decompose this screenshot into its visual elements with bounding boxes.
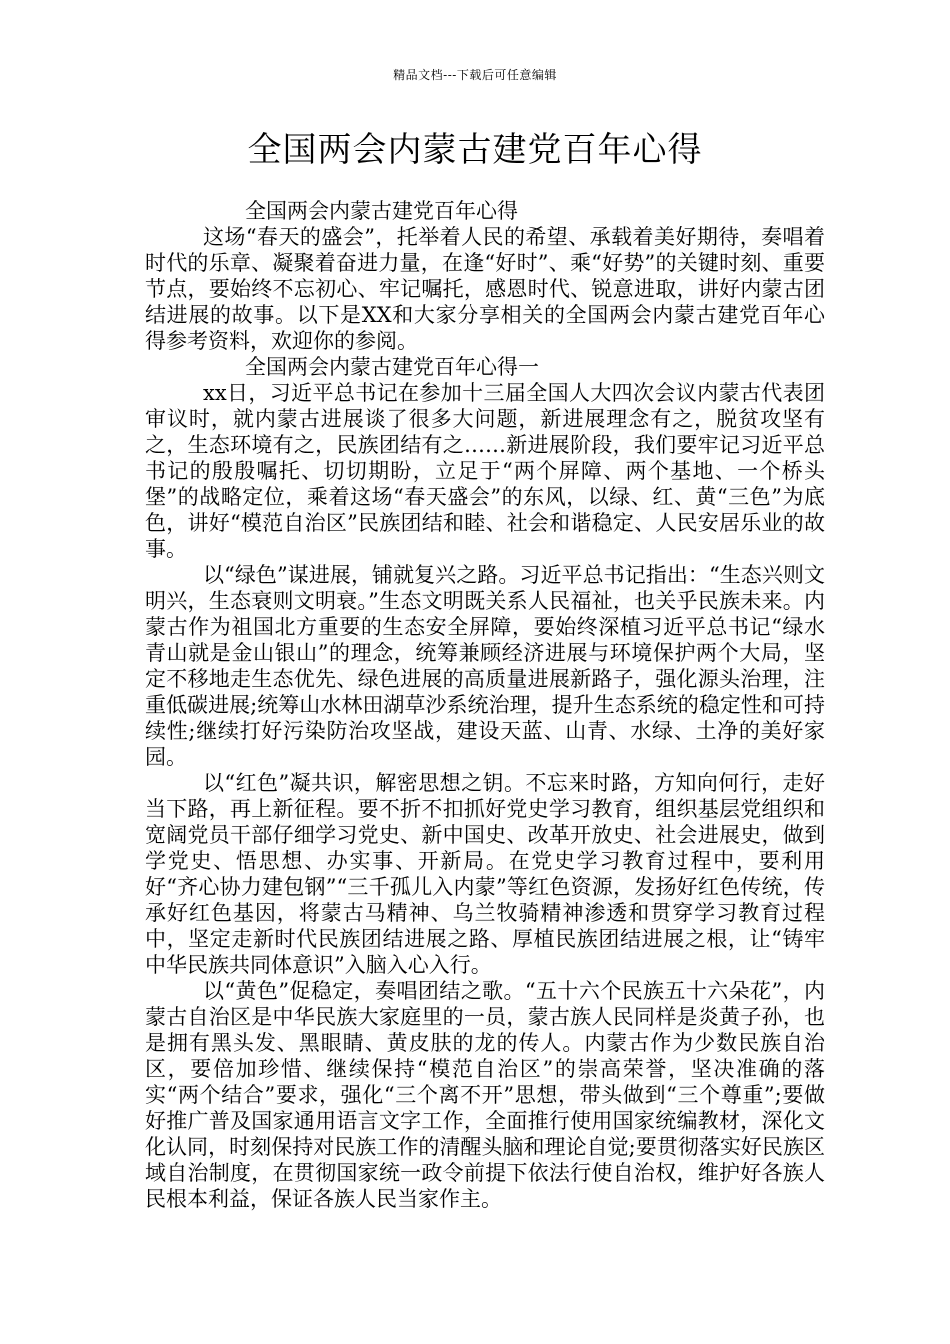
yellow-paragraph: 以“黄色”促稳定，奏唱团结之歌。“五十六个民族五十六朵花”，内蒙古自治区是中华民族大家庭里的一员，蒙古族人民同样是炎黄子孙，也是拥有黑头发、黑眼睛、黄皮肤的龙的传人。内蒙古作为少数民族自治区，要倍加珍惜、继续保持“模范自治区”的崇高荣誉，坚决准确的落实“两个结合”要求，强化“三个离不开”思想，带头做到“三个尊重”;要做好推广普及国家通用语言文字工作，全面推行使用国家统编教材，深化文化认同，时刻保持对民族工作的清醒头脑和理论自觉;要贯彻落实好民族区域自治制度，在贯彻国家统一政令前提下依法行使自治权，维护好各族人民根本利益，保证各族人民当家作主。 [145,979,825,1211]
red-paragraph: 以“红色”凝共识，解密思想之钥。不忘来时路，方知向何行，走好当下路，再上新征程。要不折不扣抓好党史学习教育，组织基层党组织和宽阔党员干部仔细学习党史、新中国史、改革开放史、社会进展史，做到学党史、悟思想、办实事、开新局。在党史学习教育过程中，要利用好“齐心协力建包钢”“三千孤儿入内蒙”等红色资源，发扬好红色传统，传承好红色基因，将蒙古马精神、乌兰牧骑精神渗透和贯穿学习教育过程中，坚定走新时代民族团结进展之路、厚植民族团结进展之根，让“铸牢中华民族共同体意识”入脑入心入行。 [145,771,825,977]
intro-subheading: 全国两会内蒙古建党百年心得 [245,199,518,223]
section-one-paragraph: xx日，习近平总书记在参加十三届全国人大四次会议内蒙古代表团审议时，就内蒙古进展谈了很多大问题，新进展理念有之，脱贫攻坚有之，生态环境有之，民族团结有之……新进展阶段，我们要牢记习近平总书记的殷殷嘱托、切切期盼，立足于“两个屏障、两个基地、一个桥头堡”的战略定位，乘着这场“春天盛会”的东风，以绿、红、黄“三色”为底色，讲好“模范自治区”民族团结和睦、社会和谐稳定、人民安居乐业的故事。 [145,381,825,561]
section-one-subheading: 全国两会内蒙古建党百年心得一 [245,355,539,379]
intro-paragraph: 这场“春天的盛会”，托举着人民的希望、承载着美好期待，奏唱着时代的乐章、凝聚着奋进力量，在逢“好时”、乘“好势”的关键时刻、重要节点，要始终不忘初心、牢记嘱托，感恩时代、锐意进取，讲好内蒙古团结进展的故事。以下是XX和大家分享相关的全国两会内蒙古建党百年心得参考资料，欢迎你的参阅。 [145,225,825,353]
green-paragraph: 以“绿色”谋进展，铺就复兴之路。习近平总书记指出：“生态兴则文明兴，生态衰则文明衰。”生态文明既关系人民福祉，也关乎民族未来。内蒙古作为祖国北方重要的生态安全屏障，要始终深植习近平总书记“绿水青山就是金山银山”的理念，统筹兼顾经济进展与环境保护两个大局，坚定不移地走生态优先、绿色进展的高质量进展新路子，强化源头治理，注重低碳进展;统筹山水林田湖草沙系统治理，提升生态系统的稳定性和可持续性;继续打好污染防治攻坚战，建设天蓝、山青、水绿、土净的美好家园。 [145,563,825,769]
document-title: 全国两会内蒙古建党百年心得 [247,130,703,170]
header-note: 精品文档---下载后可任意编辑 [393,68,557,82]
document-body [145,198,825,1212]
